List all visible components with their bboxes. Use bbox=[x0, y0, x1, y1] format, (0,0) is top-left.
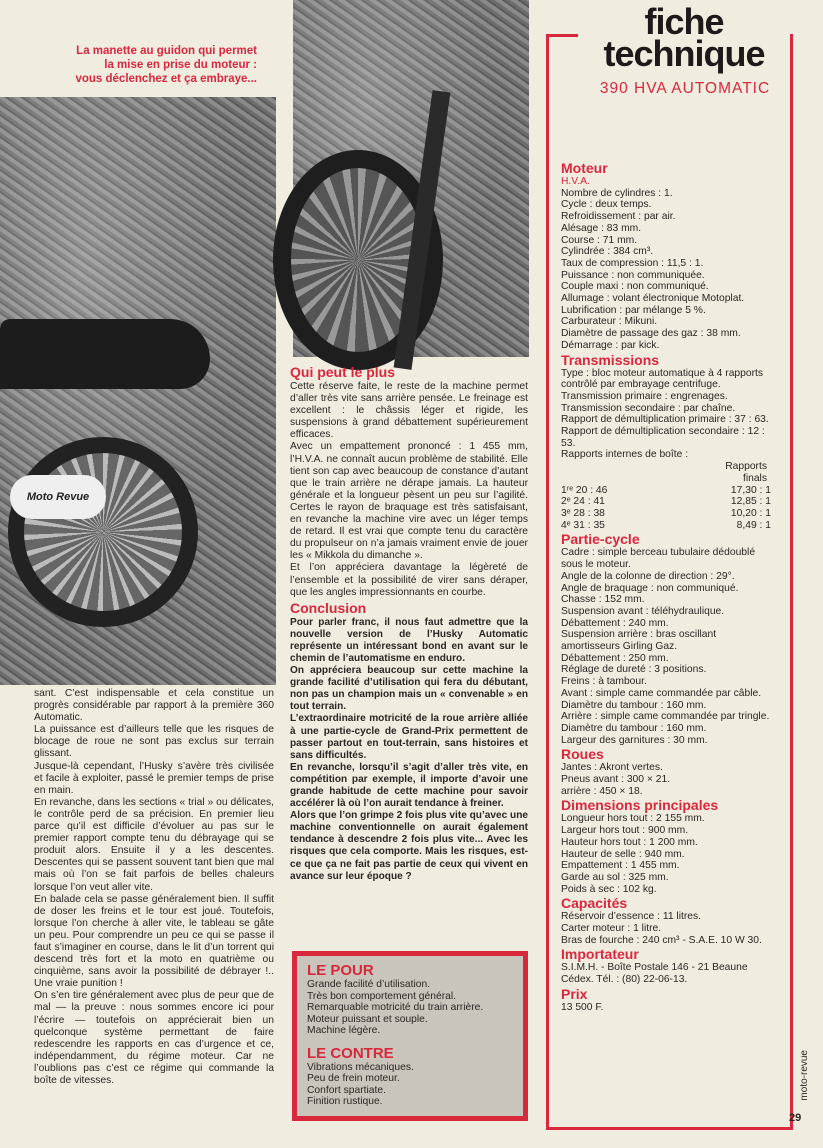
spec-line: Allumage : volant électronique Motoplat. bbox=[561, 293, 745, 305]
spec-line: Rapport de démultiplication secondaire : 12 : 53. bbox=[561, 426, 765, 449]
caption-line-2: la mise en prise du moteur : bbox=[104, 59, 257, 71]
pour-title: LE POUR bbox=[307, 962, 374, 979]
pour-contre-box bbox=[292, 951, 528, 1121]
spec-line: Refroidissement : par air. bbox=[561, 211, 676, 223]
section-moteur-lines bbox=[561, 176, 771, 352]
spec-line: Course : 71 mm. bbox=[561, 234, 638, 246]
ratio-gear: 4ᵉ 31 : 35 bbox=[561, 519, 605, 531]
spec-line: Réservoir d’essence : 11 litres. bbox=[561, 911, 702, 923]
spec-line: Cylindrée : 384 cm³. bbox=[561, 246, 654, 258]
caption-line-1: La manette au guidon qui permet bbox=[76, 45, 257, 57]
spec-line: Diamètre du tambour : 160 mm. bbox=[561, 699, 707, 711]
spec-line: H.V.A. bbox=[561, 176, 590, 187]
spec-line: Hauteur de selle : 940 mm. bbox=[561, 848, 685, 860]
spec-line: Poids à sec : 102 kg. bbox=[561, 883, 657, 895]
ratio-final: 12,85 : 1 bbox=[730, 496, 771, 508]
section-capacites-lines bbox=[561, 911, 771, 946]
spec-line: Longueur hors tout : 2 155 mm. bbox=[561, 813, 705, 825]
spec-line: Hauteur hors tout : 1 200 mm. bbox=[561, 836, 698, 848]
spec-line: Suspension arrière : bras oscillant amortisseurs Girling Gaz. bbox=[561, 629, 717, 653]
spec-line: Empattement : 1 455 mm. bbox=[561, 860, 680, 872]
spec-line: Cadre : simple berceau tubulaire dédoublé sous le moteur. bbox=[561, 547, 756, 571]
spec-line: Pneus avant : 300 × 21. bbox=[561, 774, 671, 786]
section-capacites-title: Capacités bbox=[561, 895, 628, 912]
contre-title: LE CONTRE bbox=[307, 1044, 394, 1062]
ratio-row bbox=[561, 520, 771, 532]
ratio-gear: 1ʳᵉ 20 : 46 bbox=[561, 484, 608, 496]
section-importateur-lines bbox=[561, 962, 771, 985]
spec-line: Rapport de démultiplication primaire : 37 : 63. bbox=[561, 414, 769, 426]
pour-item: Grande facilité d’utilisation. bbox=[307, 979, 431, 990]
spec-line: Puissance : non communiquée. bbox=[561, 269, 705, 281]
heading-conclusion: Conclusion bbox=[290, 599, 367, 616]
section-roues-lines bbox=[561, 762, 771, 797]
spec-line: S.I.M.H. - Boîte Postale 146 - 21 Beaune Cédex. Tél. : (80) 22-06-13. bbox=[561, 962, 748, 986]
ratio-row bbox=[561, 508, 771, 520]
spec-line: Freins : à tambour. bbox=[561, 676, 647, 688]
ratio-row bbox=[561, 496, 771, 508]
handlebar-photo bbox=[293, 0, 529, 357]
spec-line: Taux de compression : 11,5 : 1. bbox=[561, 257, 704, 269]
section-prix-lines bbox=[561, 1002, 771, 1014]
pour-item: Très bon comportement général. bbox=[307, 990, 456, 1002]
spec-line: Diamètre de passage des gaz : 38 mm. bbox=[561, 328, 741, 340]
spec-line: Nombre de cylindres : 1. bbox=[561, 187, 673, 199]
spec-line: Angle de braquage : non communiqué. bbox=[561, 582, 739, 594]
ratios-header-line-1: Rapports bbox=[725, 461, 767, 473]
section-partie-cycle-lines bbox=[561, 547, 771, 746]
number-plate-text: Moto Revue bbox=[26, 491, 90, 503]
number-plate bbox=[10, 475, 106, 519]
spec-line: Garde au sol : 325 mm. bbox=[561, 871, 669, 883]
ratio-final: 8,49 : 1 bbox=[736, 519, 771, 531]
spec-line: Largeur hors tout : 900 mm. bbox=[561, 825, 689, 837]
spec-line: Carter moteur : 1 litre. bbox=[561, 923, 662, 935]
ratios-table bbox=[561, 485, 771, 532]
column-1-body-text: sant. C’est indispensable et cela constitue un progrès considérable par rapport à la première 360 Automatic. La puissance est d’ailleurs telle que les risques de blocage de roue ne sont pas exclus sur terrain glissant. Jusque-là cependant, l’Husky s’avère très civilisée et facile à exploiter, passé le premier temps de prise en main. En revanche, dans les sections « trial » ou délicates, le contrôle perd de sa précision. En premier lieu parce qu’il est difficile d’évoluer au pas sur le premier rapport compte tenu du débrayage qui se produit alors. Ensuite il y a les descentes. Descentes qui se passent souvent tant bien que mal mais où l’on se fait parfois de belles chaleurs lorsque l’on veut aller vite. En balade cela se passe généralement bien. Il suffit de doser les freins et le tour est joué. Toutefois, lorsque l’on cherche à aller vite, le tableau se gâte un peu. Pour comprendre un peu ce qui se passe il faut s’imaginer en course, dans le lit d’un torrent qui descend très fort et la moto en quatrième ou cinquième, sans avoir la possibilité de débrayer !.. Une vraie punition ! On s’en tire généralement avec plus de peur que de mal — la preuve : nous sommes encore ici pour l’écrire — toutefois on apprécierait bien un quelconque système permettant de faire redescendre les rapports en cas d’urgence et ce, indépendamment, du régime moteur. Car ne l’oublions pas c’est ce régime qui commande la boîte de vitesses. bbox=[34, 688, 274, 1086]
pour-item: Machine légère. bbox=[307, 1025, 381, 1036]
spec-line: Débattement : 240 mm. bbox=[561, 617, 669, 629]
section-dimensions-lines bbox=[561, 813, 771, 895]
pour-list bbox=[307, 979, 513, 1037]
ratio-final: 10,20 : 1 bbox=[730, 507, 771, 519]
contre-list bbox=[307, 1062, 513, 1108]
conclusion-text: Pour parler franc, il nous faut admettre que la nouvelle version de l’Husky Automatic représente un intéressant bond en avant sur le chemin de l’automatisme en enduro. On appréciera beaucoup sur cette machine la grande facilité d’utilisation qui fera du débutant, non pas un champion mais un « convenable » en tout terrain. L’extraordinaire motricité de la roue arrière alliée à une partie-cycle de Grand-Prix permettent de passer partout en tout-terrain, sans histoires et sans difficultés. En revanche, lorsqu’il s’agit d’aller très vite, en compétition par exemple, il importe d’avoir une grande habitude de cette machine pour savoir accélérer là où l’on aurait tendance à freiner. Alors que l’on grimpe 2 fois plus vite qu’avec une machine conventionnelle on aurait également tendance à descendre 2 fois plus vite... Avec les risques que cela comporte. Mais les risques, est-ce que ça ne fait pas partie de ceux qui vivent en avance sur leur époque ? bbox=[290, 616, 528, 882]
ratios-header-line-2: finals bbox=[742, 472, 767, 484]
spec-line: Chasse : 152 mm. bbox=[561, 594, 645, 606]
contre-item: Confort spartiate. bbox=[307, 1084, 386, 1096]
spec-line: Jantes : Akront vertes. bbox=[561, 762, 663, 774]
photo-seat-shape bbox=[0, 319, 210, 389]
contre-item: Vibrations mécaniques. bbox=[307, 1061, 414, 1073]
section-dimensions-title: Dimensions principales bbox=[561, 797, 719, 814]
fiche-model-name: 390 HVA AUTOMATIC bbox=[599, 80, 771, 97]
spec-line: Carburateur : Mikuni. bbox=[561, 316, 658, 328]
page-number: 29 bbox=[789, 1112, 802, 1124]
spec-line: Couple maxi : non communiqué. bbox=[561, 281, 709, 293]
ratio-gear: 3ᵉ 28 : 38 bbox=[561, 507, 605, 519]
spec-line: Réglage de dureté : 3 positions. bbox=[561, 664, 707, 676]
spec-line: Angle de la colonne de direction : 29°. bbox=[561, 570, 735, 582]
spec-line: 13 500 F. bbox=[561, 1001, 604, 1013]
pour-item: Moteur puissant et souple. bbox=[307, 1013, 428, 1025]
section-transmissions-title: Transmissions bbox=[561, 351, 660, 368]
heading-qui-peut-le-plus: Qui peut le plus bbox=[290, 364, 396, 380]
spec-line: Diamètre du tambour : 160 mm. bbox=[561, 722, 707, 734]
section-roues-title: Roues bbox=[561, 746, 604, 763]
spec-line: Alésage : 83 mm. bbox=[561, 222, 642, 234]
spec-line: Cycle : deux temps. bbox=[561, 199, 652, 211]
fiche-title-block bbox=[578, 1, 790, 74]
fiche-specs bbox=[561, 160, 771, 1014]
ratio-gear: 2ᵉ 24 : 41 bbox=[561, 496, 605, 508]
fiche-title-line-1: fiche bbox=[644, 1, 724, 42]
spec-line: Largeur des garnitures : 30 mm. bbox=[561, 734, 708, 746]
spec-line: Arrière : simple came commandée par tringle. bbox=[561, 711, 770, 723]
fiche-title-line-2: technique bbox=[603, 33, 765, 74]
spec-line: Lubrification : par mélange 5 %. bbox=[561, 304, 706, 316]
section-moteur-title: Moteur bbox=[561, 160, 608, 176]
section-partie-cycle-title: Partie-cycle bbox=[561, 531, 640, 548]
spec-line: Type : bloc moteur automatique à 4 rapports contrôlé par embrayage centrifuge. bbox=[561, 367, 764, 391]
ratios-header bbox=[561, 461, 771, 484]
contre-item: Peu de frein moteur. bbox=[307, 1073, 400, 1084]
ratio-final: 17,30 : 1 bbox=[730, 484, 771, 496]
section-transmissions-lines bbox=[561, 368, 771, 462]
spec-line: Démarrage : par kick. bbox=[561, 339, 660, 351]
spec-line: Suspension avant : téléhydraulique. bbox=[561, 605, 725, 617]
section-importateur-title: Importateur bbox=[561, 946, 639, 963]
spec-line: Rapports internes de boîte : bbox=[561, 449, 689, 461]
column-2 bbox=[290, 363, 528, 883]
spec-line: arrière : 450 × 18. bbox=[561, 785, 643, 797]
spec-line: Avant : simple came commandée par câble. bbox=[561, 687, 762, 699]
section-prix-title: Prix bbox=[561, 985, 588, 1002]
motorcycle-rear-photo bbox=[0, 97, 276, 685]
spec-line: Bras de fourche : 240 cm³ - S.A.E. 10 W 30. bbox=[561, 934, 762, 946]
ratio-row bbox=[561, 485, 771, 497]
spec-line: Transmission primaire : engrenages. bbox=[561, 390, 728, 402]
photo-wheel-shape bbox=[8, 437, 198, 627]
caption-line-3: vous déclenchez et ça embraye... bbox=[75, 73, 257, 85]
qui-peut-le-plus-text: Cette réserve faite, le reste de la machine permet d’aller très vite sans arrière pensée. Le freinage est excellent : le châssis léger et rigide, les suspensions à grand débattement supérieurement efficaces. Avec un empattement prononcé : 1 455 mm, l’H.V.A. ne connaît aucun problème de stabilité. Elle tient son cap avec beaucoup de constance d’autant que le train arrière ne dérape jamais. La hauteur générale et la longueur pèsent un peu sur l’agilité. Certes le rayon de braquage est très satisfaisant, en revanche la machine vire avec un léger temps de retard. Il est vrai que compte tenu du caractère du propulseur on n’a jamais vraiment envie de jouer les « Mikkola du dimanche ». Et l’on appréciera davantage la légèreté de l’ensemble et la possibilité de virer sans déraper, que les angles impressionnants en courbe. bbox=[290, 381, 528, 598]
spec-line: Transmission secondaire : par chaîne. bbox=[561, 402, 736, 414]
photo-caption bbox=[20, 44, 257, 86]
contre-item: Finition rustique. bbox=[307, 1096, 383, 1107]
magazine-name: moto-revue bbox=[799, 1050, 810, 1101]
pour-item: Remarquable motricité du train arrière. bbox=[307, 1002, 484, 1013]
spec-line: Débattement : 250 mm. bbox=[561, 652, 669, 664]
